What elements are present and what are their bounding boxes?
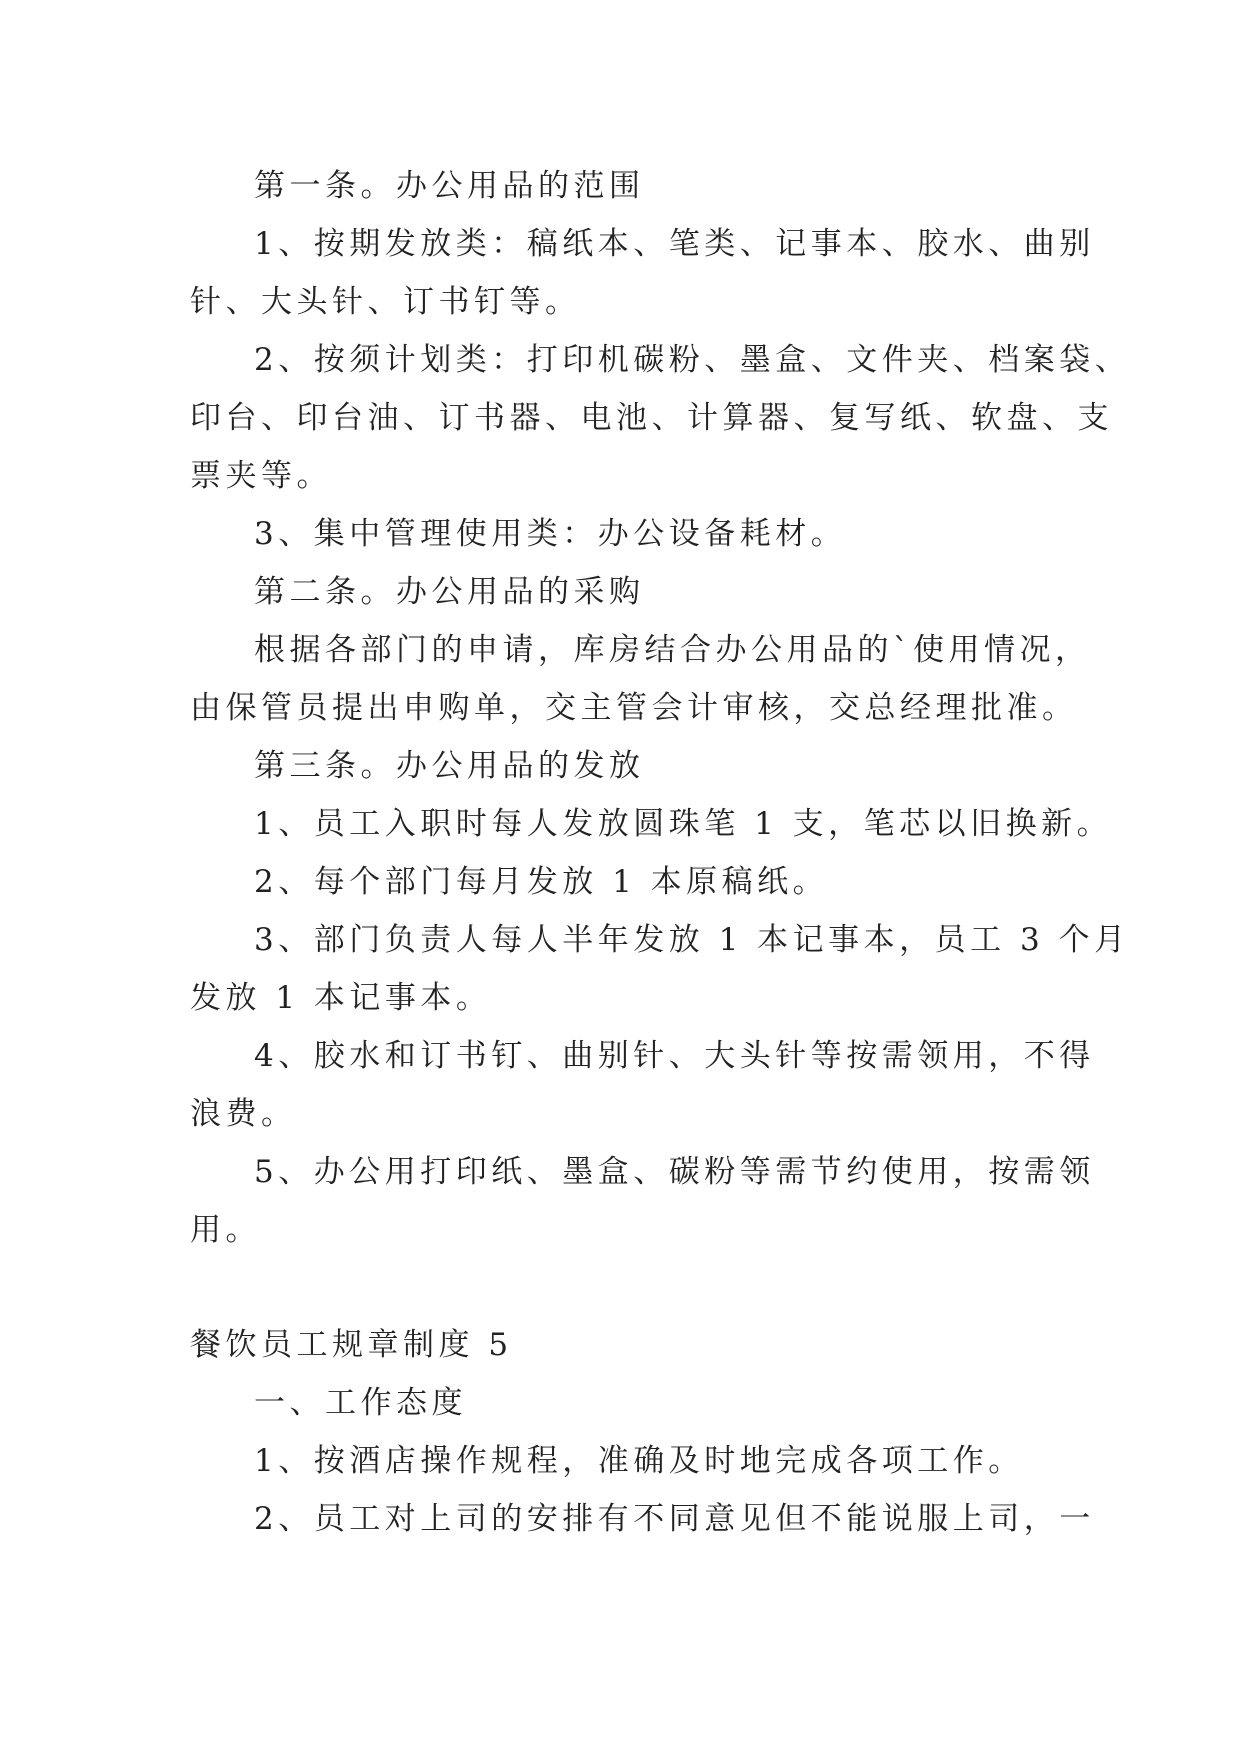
paragraph-line: 用。 — [190, 1212, 261, 1248]
paragraph-line: 4、胶水和订书钉、曲别针、大头针等按需领用，不得 — [254, 1038, 1095, 1074]
document-title: 餐饮员工规章制度 5 — [190, 1327, 513, 1363]
paragraph-line: 1、按期发放类：稿纸本、笔类、记事本、胶水、曲别 — [254, 226, 1095, 262]
paragraph-line: 3、集中管理使用类：办公设备耗材。 — [254, 516, 847, 552]
paragraph-line: 针、大头针、订书钉等。 — [190, 284, 581, 320]
section-heading-1: 第一条。办公用品的范围 — [254, 168, 645, 204]
paragraph-line: 浪费。 — [190, 1096, 297, 1132]
paragraph-line: 发放 1 本记事本。 — [190, 980, 492, 1016]
paragraph-line: 根据各部门的申请，库房结合办公用品的`使用情况， — [254, 632, 1091, 668]
paragraph-line: 由保管员提出申购单，交主管会计审核，交总经理批准。 — [190, 690, 1078, 726]
paragraph-line: 2、员工对上司的安排有不同意见但不能说服上司，一 — [254, 1501, 1095, 1537]
paragraph-line: 3、部门负责人每人半年发放 1 本记事本，员工 3 个月 — [254, 922, 1130, 958]
paragraph-line: 1、按酒店操作规程，准确及时地完成各项工作。 — [254, 1443, 1024, 1479]
paragraph-line: 1、员工入职时每人发放圆珠笔 1 支，笔芯以旧换新。 — [254, 806, 1113, 842]
paragraph-line: 2、按须计划类：打印机碳粉、墨盒、文件夹、档案袋、 — [254, 342, 1131, 378]
section-heading-2: 第二条。办公用品的采购 — [254, 574, 645, 610]
section-heading-3: 第三条。办公用品的发放 — [254, 748, 645, 784]
paragraph-line: 票夹等。 — [190, 458, 332, 494]
paragraph-line: 5、办公用打印纸、墨盒、碳粉等需节约使用，按需领 — [254, 1154, 1095, 1190]
section-heading-work-attitude: 一、工作态度 — [254, 1385, 467, 1421]
paragraph-line: 印台、印台油、订书器、电池、计算器、复写纸、软盘、支 — [190, 400, 1113, 436]
paragraph-line: 2、每个部门每月发放 1 本原稿纸。 — [254, 864, 829, 900]
